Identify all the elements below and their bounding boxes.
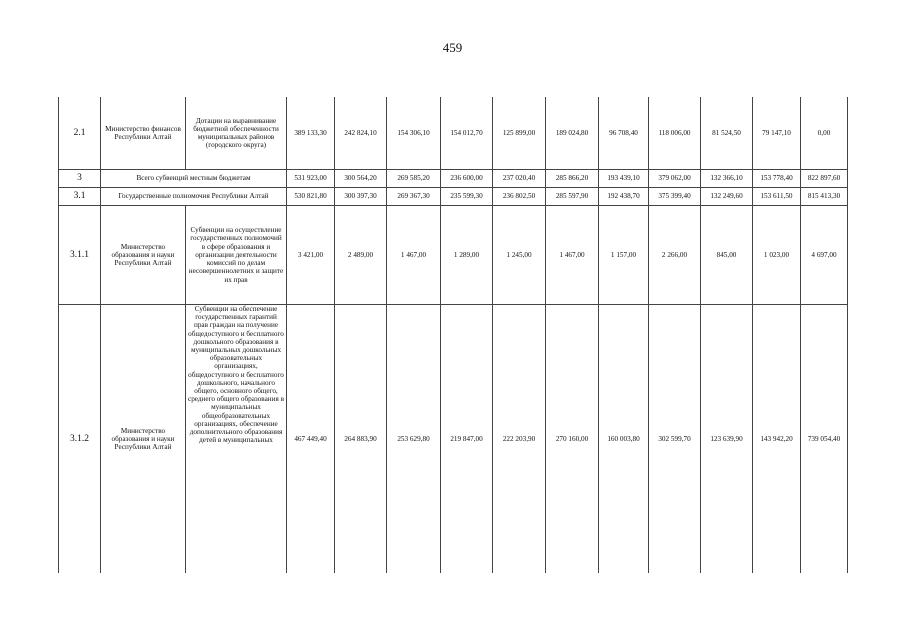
value-cell: 4 697,00 bbox=[801, 206, 848, 305]
value-cell: 822 897,60 bbox=[801, 170, 848, 188]
value-cell: 531 923,00 bbox=[287, 170, 335, 188]
value-cell: 237 020,40 bbox=[493, 170, 546, 188]
responsible-org: Министерство финансов Республики Алтай bbox=[101, 97, 186, 170]
value-cell: 285 866,20 bbox=[546, 170, 599, 188]
value-cell: 285 597,90 bbox=[546, 188, 599, 206]
value-cell: 264 883,90 bbox=[335, 305, 387, 574]
value-cell: 270 160,00 bbox=[546, 305, 599, 574]
value-cell: 236 802,50 bbox=[493, 188, 546, 206]
table-row bbox=[59, 170, 848, 188]
page-number: 459 bbox=[442, 40, 463, 55]
value-cell: 300 397,30 bbox=[335, 188, 387, 206]
value-cell: 530 821,80 bbox=[287, 188, 335, 206]
value-cell: 193 439,10 bbox=[599, 170, 649, 188]
value-cell: 739 054,40 bbox=[801, 305, 848, 574]
value-cell: 189 024,80 bbox=[546, 97, 599, 170]
value-cell: 79 147,10 bbox=[753, 97, 801, 170]
budget-table bbox=[58, 97, 848, 573]
value-cell: 242 824,10 bbox=[335, 97, 387, 170]
value-cell: 467 449,40 bbox=[287, 305, 335, 574]
row-number: 3.1.2 bbox=[59, 305, 101, 574]
value-cell: 160 003,80 bbox=[599, 305, 649, 574]
table-row bbox=[59, 206, 848, 305]
value-cell: 222 203,90 bbox=[493, 305, 546, 574]
responsible-org: Министерство образования и науки Республики Алтай bbox=[101, 206, 186, 305]
value-cell: 123 639,90 bbox=[701, 305, 753, 574]
value-cell: 389 133,30 bbox=[287, 97, 335, 170]
table-row bbox=[59, 305, 848, 574]
value-cell: 219 847,00 bbox=[441, 305, 493, 574]
value-cell: 845,00 bbox=[701, 206, 753, 305]
value-cell: 3 421,00 bbox=[287, 206, 335, 305]
value-cell: 2 266,00 bbox=[649, 206, 701, 305]
value-cell: 132 249,60 bbox=[701, 188, 753, 206]
value-cell: 192 438,70 bbox=[599, 188, 649, 206]
value-cell: 236 600,00 bbox=[441, 170, 493, 188]
value-cell: 153 778,40 bbox=[753, 170, 801, 188]
row-title: Государственные полномочия Республики Алтай bbox=[101, 188, 287, 206]
responsible-org: Министерство образования и науки Республики Алтай bbox=[101, 305, 186, 574]
value-cell: 132 366,10 bbox=[701, 170, 753, 188]
value-cell: 815 413,30 bbox=[801, 188, 848, 206]
value-cell: 253 629,80 bbox=[387, 305, 441, 574]
row-number: 3.1 bbox=[59, 188, 101, 206]
row-number: 3.1.1 bbox=[59, 206, 101, 305]
row-description: Субвенции на обеспечение государственных гарантий прав граждан на получение общедоступного и бесплатного дошкольного образования в муниципальных дошкольных образовательных организациях, общедоступного и бесплатного дошкольного, начального общего, основного общего, среднего общего образования в муниципальных общеобразовательных организациях, обеспечение дополнительного образования детей в муниципальных bbox=[186, 305, 287, 574]
value-cell: 125 899,00 bbox=[493, 97, 546, 170]
value-cell: 269 367,30 bbox=[387, 188, 441, 206]
row-description: Субвенции на осуществление государственных полномочий в сфере образования и организации деятельности комиссий по делам несовершеннолетних и защите их прав bbox=[186, 206, 287, 305]
value-cell: 154 306,10 bbox=[387, 97, 441, 170]
value-cell: 154 012,70 bbox=[441, 97, 493, 170]
row-number: 3 bbox=[59, 170, 101, 188]
value-cell: 81 524,50 bbox=[701, 97, 753, 170]
value-cell: 1 245,00 bbox=[493, 206, 546, 305]
value-cell: 1 467,00 bbox=[546, 206, 599, 305]
value-cell: 1 023,00 bbox=[753, 206, 801, 305]
value-cell: 269 585,20 bbox=[387, 170, 441, 188]
value-cell: 0,00 bbox=[801, 97, 848, 170]
value-cell: 235 599,30 bbox=[441, 188, 493, 206]
value-cell: 143 942,20 bbox=[753, 305, 801, 574]
value-cell: 2 489,00 bbox=[335, 206, 387, 305]
value-cell: 153 611,50 bbox=[753, 188, 801, 206]
row-title: Всего субвенций местным бюджетам bbox=[101, 170, 287, 188]
value-cell: 375 399,40 bbox=[649, 188, 701, 206]
value-cell: 1 289,00 bbox=[441, 206, 493, 305]
table-row bbox=[59, 97, 848, 170]
value-cell: 1 467,00 bbox=[387, 206, 441, 305]
value-cell: 302 599,70 bbox=[649, 305, 701, 574]
value-cell: 96 708,40 bbox=[599, 97, 649, 170]
table-row bbox=[59, 188, 848, 206]
row-number: 2.1 bbox=[59, 97, 101, 170]
value-cell: 300 564,20 bbox=[335, 170, 387, 188]
value-cell: 379 062,00 bbox=[649, 170, 701, 188]
value-cell: 1 157,00 bbox=[599, 206, 649, 305]
value-cell: 118 006,00 bbox=[649, 97, 701, 170]
row-description: Дотации на выравнивание бюджетной обеспеченности муниципальных районов (городского округа) bbox=[186, 97, 287, 170]
